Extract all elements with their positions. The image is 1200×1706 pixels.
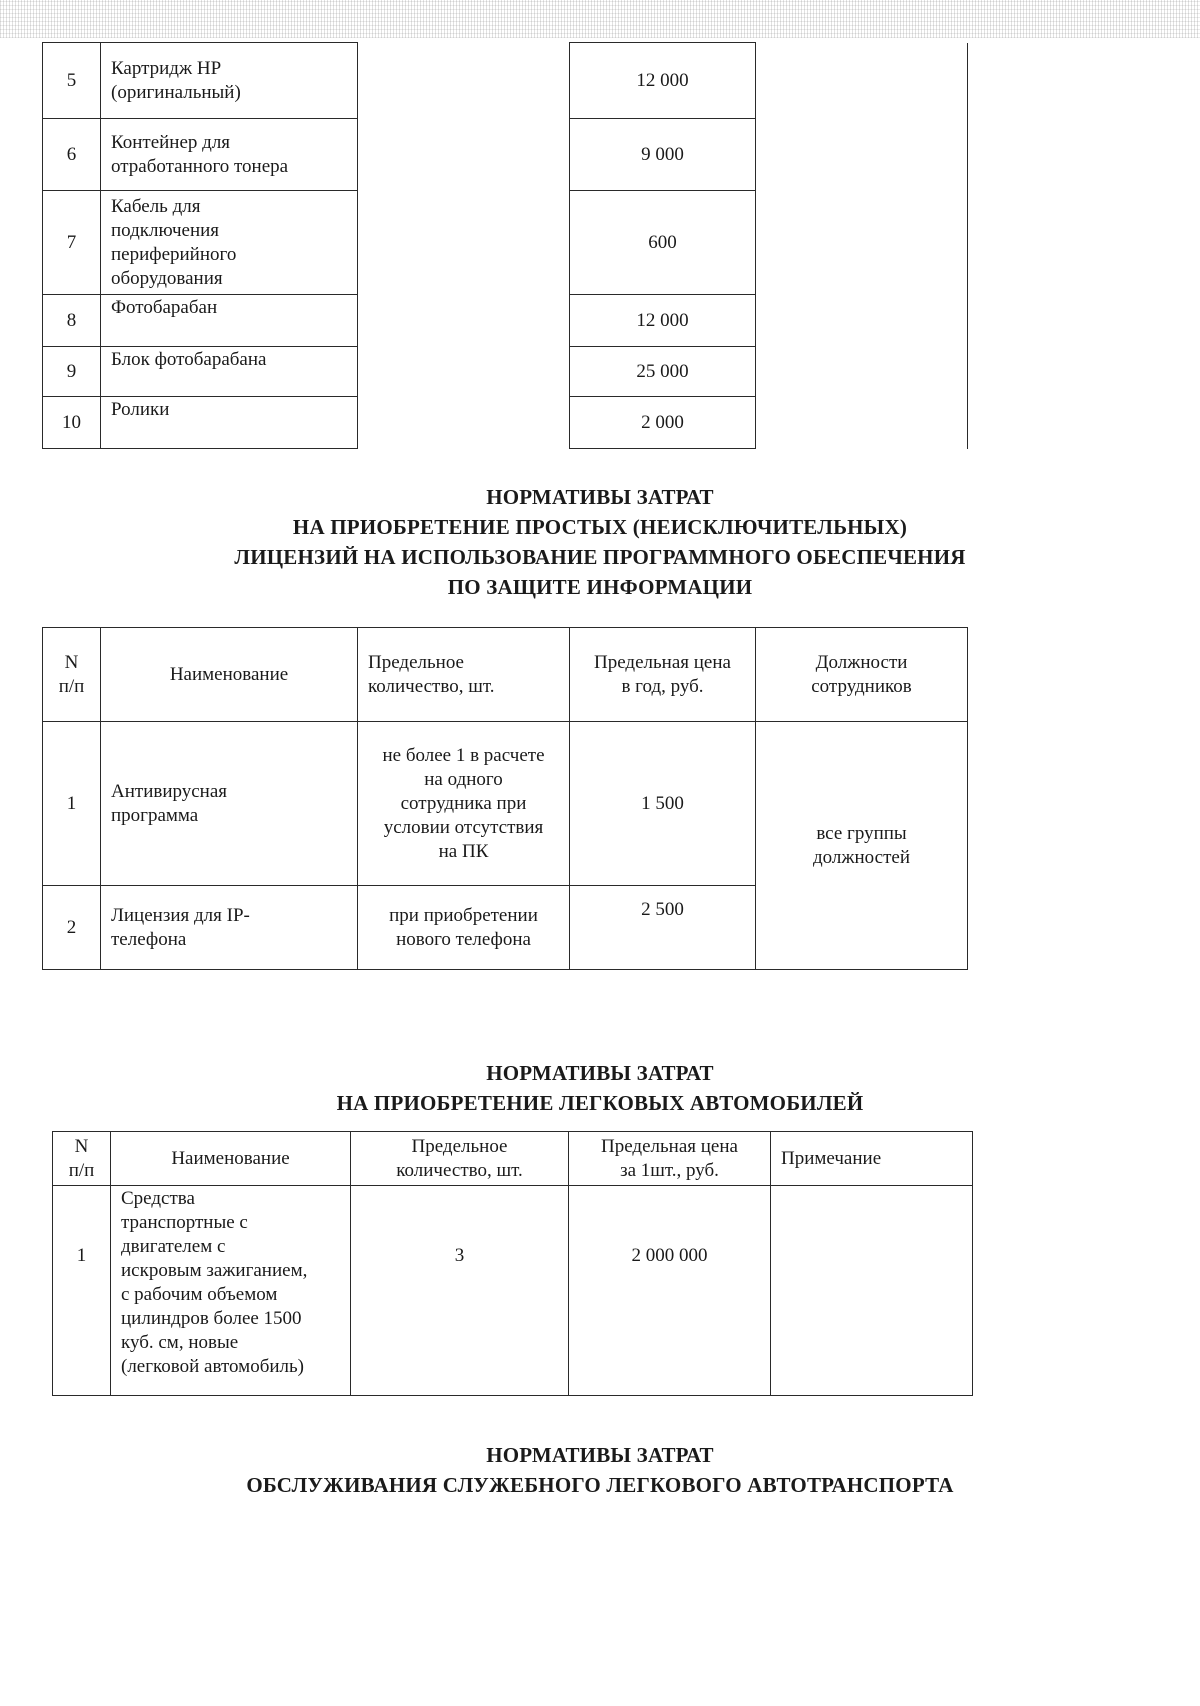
item-name-line: Фотобарабан <box>111 297 218 318</box>
consumables-table-continuation <box>42 42 968 449</box>
blank-gap <box>358 347 570 397</box>
vehicle-service-section-title <box>0 1440 1200 1500</box>
col-header-note: Примечание <box>771 1132 973 1186</box>
col-header-number: N п/п <box>53 1132 111 1186</box>
vehicles-table <box>52 1131 973 1396</box>
item-price: 2 000 000 <box>569 1186 771 1396</box>
item-name <box>101 191 358 295</box>
item-quantity: при приобретении нового телефона <box>358 886 570 970</box>
title-line: НА ПРИОБРЕТЕНИЕ ПРОСТЫХ (НЕИСКЛЮЧИТЕЛЬНЫХ) <box>292 515 908 539</box>
blank-gap <box>358 119 570 191</box>
item-price: 9 000 <box>570 119 756 191</box>
title-line: ОБСЛУЖИВАНИЯ СЛУЖЕБНОГО ЛЕГКОВОГО АВТОТРАНСПОРТА <box>246 1473 954 1497</box>
blank-gap <box>358 43 570 119</box>
item-name <box>101 43 358 119</box>
blank-gap <box>358 191 570 295</box>
row-number: 10 <box>43 397 101 449</box>
row-number: 6 <box>43 119 101 191</box>
item-name-line: оборудования <box>111 267 223 289</box>
item-name-line: Блок фотобарабана <box>111 349 267 370</box>
item-name <box>101 295 358 347</box>
title-line: ПО ЗАЩИТЕ ИНФОРМАЦИИ <box>447 575 753 599</box>
row-number: 7 <box>43 191 101 295</box>
item-price: 2 500 <box>570 886 756 970</box>
item-name-line: (оригинальный) <box>111 81 241 103</box>
item-name <box>101 119 358 191</box>
col-header-price: Предельная цена за 1шт., руб. <box>569 1132 771 1186</box>
item-name-line: Контейнер для <box>111 131 231 153</box>
row-number: 8 <box>43 295 101 347</box>
item-name: Средства транспортные с двигателем с искровым зажиганием, с рабочим объемом цилиндров более 1500 куб. см, новые (легковой автомобиль) <box>111 1186 351 1396</box>
row-number: 5 <box>43 43 101 119</box>
item-name: Лицензия для IP- телефона <box>101 886 358 970</box>
item-name-line: отработанного тонера <box>111 155 289 177</box>
item-name-line: подключения <box>111 219 220 241</box>
item-quantity: не более 1 в расчете на одного сотрудника при условии отсутствия на ПК <box>358 722 570 886</box>
col-header-name: Наименование <box>101 628 358 722</box>
scan-noise-strip <box>0 0 1200 38</box>
item-name-line: Кабель для <box>111 195 201 217</box>
item-name-line: Ролики <box>111 399 170 420</box>
blank-positions-cell <box>756 43 968 449</box>
licenses-table <box>42 627 968 970</box>
item-name: Антивирусная программа <box>101 722 358 886</box>
licenses-section-title <box>0 482 1200 602</box>
item-name <box>101 397 358 449</box>
col-header-quantity: Предельное количество, шт. <box>351 1132 569 1186</box>
item-price: 600 <box>570 191 756 295</box>
col-header-positions: Должности сотрудников <box>756 628 968 722</box>
table-row <box>43 43 968 119</box>
item-name-line: периферийного <box>111 243 237 265</box>
item-price: 1 500 <box>570 722 756 886</box>
item-price: 12 000 <box>570 295 756 347</box>
col-header-number: N п/п <box>43 628 101 722</box>
table-header-row <box>53 1132 973 1186</box>
title-line: НОРМАТИВЫ ЗАТРАТ <box>486 1443 714 1467</box>
blank-gap <box>358 397 570 449</box>
title-line: ЛИЦЕНЗИЙ НА ИСПОЛЬЗОВАНИЕ ПРОГРАММНОГО ОБЕСПЕЧЕНИЯ <box>234 545 966 569</box>
col-header-quantity: Предельное количество, шт. <box>358 628 570 722</box>
row-number: 9 <box>43 347 101 397</box>
table-row <box>53 1186 973 1396</box>
title-line: НОРМАТИВЫ ЗАТРАТ <box>486 1061 714 1085</box>
col-header-name: Наименование <box>111 1132 351 1186</box>
vehicles-section-title <box>0 1058 1200 1118</box>
item-name <box>101 347 358 397</box>
title-line: НА ПРИОБРЕТЕНИЕ ЛЕГКОВЫХ АВТОМОБИЛЕЙ <box>336 1091 864 1115</box>
row-number: 1 <box>53 1186 111 1396</box>
table-row <box>43 722 968 886</box>
table-header-row <box>43 628 968 722</box>
item-note <box>771 1186 973 1396</box>
item-price: 2 000 <box>570 397 756 449</box>
row-number: 2 <box>43 886 101 970</box>
title-line: НОРМАТИВЫ ЗАТРАТ <box>486 485 714 509</box>
row-number: 1 <box>43 722 101 886</box>
item-quantity: 3 <box>351 1186 569 1396</box>
blank-gap <box>358 295 570 347</box>
employee-positions: все группы должностей <box>756 722 968 970</box>
item-price: 25 000 <box>570 347 756 397</box>
col-header-price: Предельная цена в год, руб. <box>570 628 756 722</box>
item-price: 12 000 <box>570 43 756 119</box>
item-name-line: Картридж HP <box>111 57 222 79</box>
